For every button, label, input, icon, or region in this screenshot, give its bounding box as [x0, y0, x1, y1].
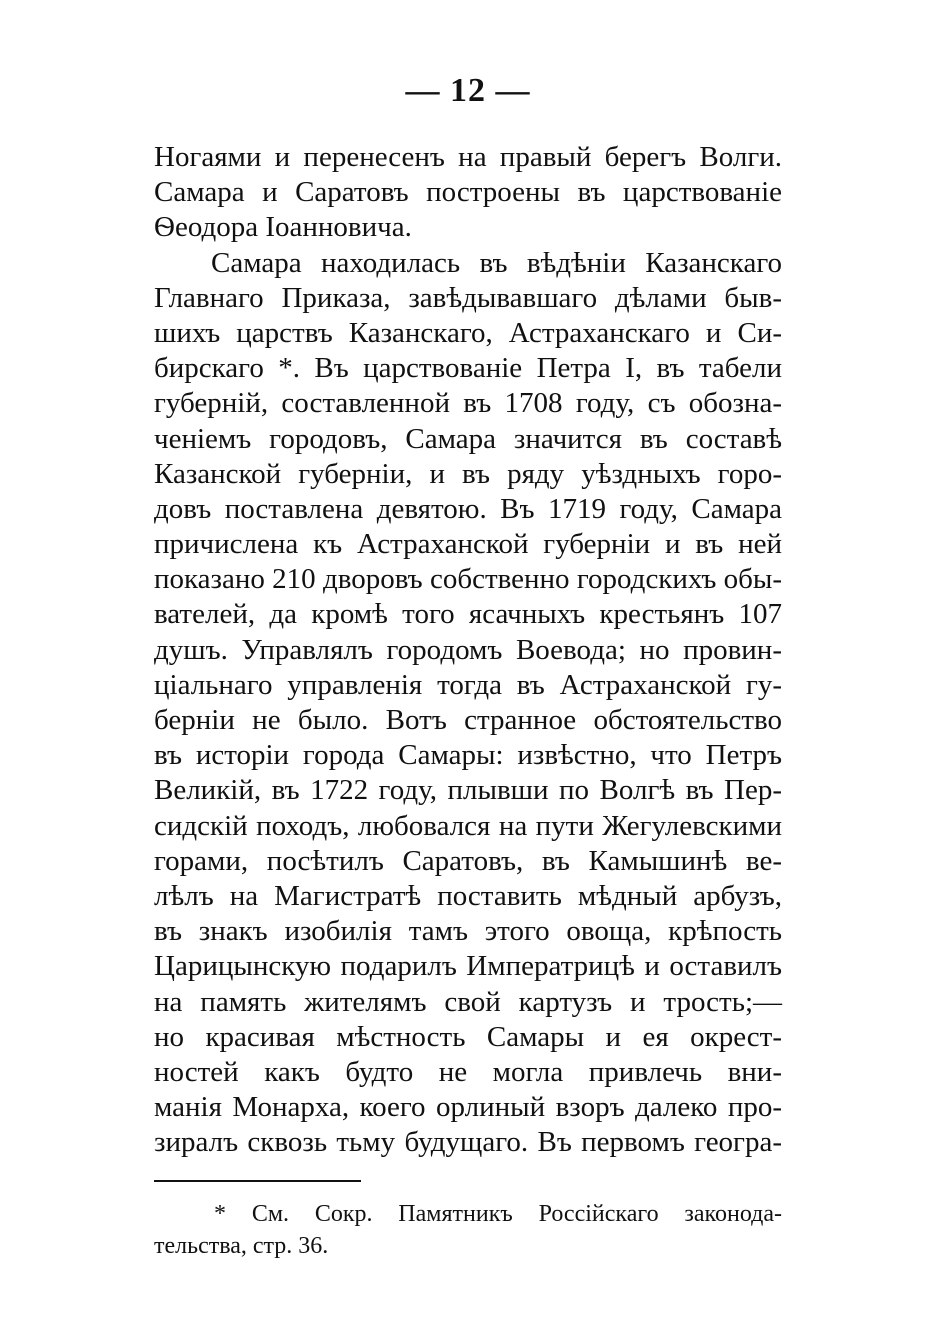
text-line: Ѳеодора Іоанновича.	[154, 211, 412, 244]
text-line: Ногаями и перенесенъ на правый берегъ Волги.	[154, 141, 782, 173]
footnote-line: * См. Сокр. Памятникъ Россійскаго законода-	[214, 1201, 782, 1227]
text-line: губерній, составленной въ 1708 году, съ обозна-	[154, 387, 782, 420]
text-line: бирскаго *. Въ царствованіе Петра I, въ табели	[154, 352, 782, 385]
text-line: довъ поставлена девятою. Въ 1719 году, Самара	[154, 492, 782, 525]
text-line: но красивая мѣстность Самары и ея окрест-	[154, 1020, 782, 1053]
text-line: въ знакъ изобилія тамъ этого овоща, крѣпость	[154, 915, 782, 948]
text-line: манія Монарха, коего орлиный взоръ далеко про-	[154, 1091, 782, 1124]
text-line: показано 210 дворовъ собственно городскихъ обы-	[154, 563, 782, 596]
text-line: горами, посѣтилъ Саратовъ, въ Камышинѣ ве-	[154, 844, 782, 877]
text-line: лѣлъ на Магистратѣ поставить мѣдный арбузъ,	[154, 879, 782, 912]
text-line: Самара находилась въ вѣдѣніи Казанскаго	[211, 246, 782, 279]
text-line: причислена къ Астраханской губерніи и въ ней	[154, 528, 782, 561]
footnote-divider	[154, 1180, 361, 1182]
text-line: ченіемъ городовъ, Самара значится въ составѣ	[154, 422, 782, 455]
body-text	[154, 140, 782, 1160]
footnote-line: тельства, стр. 36.	[154, 1233, 329, 1259]
text-line: вателей, да кромѣ того ясачныхъ крестьянъ 107	[154, 598, 782, 631]
text-line: Казанской губерніи, и въ ряду уѣздныхъ горо-	[154, 457, 782, 490]
text-line: Великій, въ 1722 году, плывши по Волгѣ въ Пер-	[154, 774, 782, 807]
text-line: ціальнаго управленія тогда въ Астраханской гу-	[154, 668, 782, 701]
text-line: зиралъ сквозь тьму будущаго. Въ первомъ геогра-	[154, 1126, 782, 1159]
page-number: — 12 —	[405, 72, 531, 109]
text-line: Главнаго Приказа, завѣдывавшаго дѣлами быв-	[154, 281, 782, 314]
text-line: ностей какъ будто не могла привлечь вни-	[154, 1055, 782, 1088]
text-line: Царицынскую подарилъ Императрицѣ и оставилъ	[154, 950, 782, 983]
text-line: въ исторіи города Самары: извѣстно, что Петръ	[154, 739, 782, 772]
footnote	[154, 1198, 782, 1262]
text-line: сидскій походъ, любовался на пути Жегулевскими	[154, 809, 782, 842]
text-line: на память жителямъ свой картузъ и трость;—	[154, 985, 782, 1018]
text-line: Самара и Саратовъ построены въ царствованіе	[154, 176, 782, 209]
text-line: шихъ царствъ Казанскаго, Астраханскаго и Си-	[154, 316, 782, 349]
text-line: душъ. Управлялъ городомъ Воевода; но провин-	[154, 633, 782, 666]
text-line: берніи не было. Вотъ странное обстоятельство	[154, 704, 782, 736]
